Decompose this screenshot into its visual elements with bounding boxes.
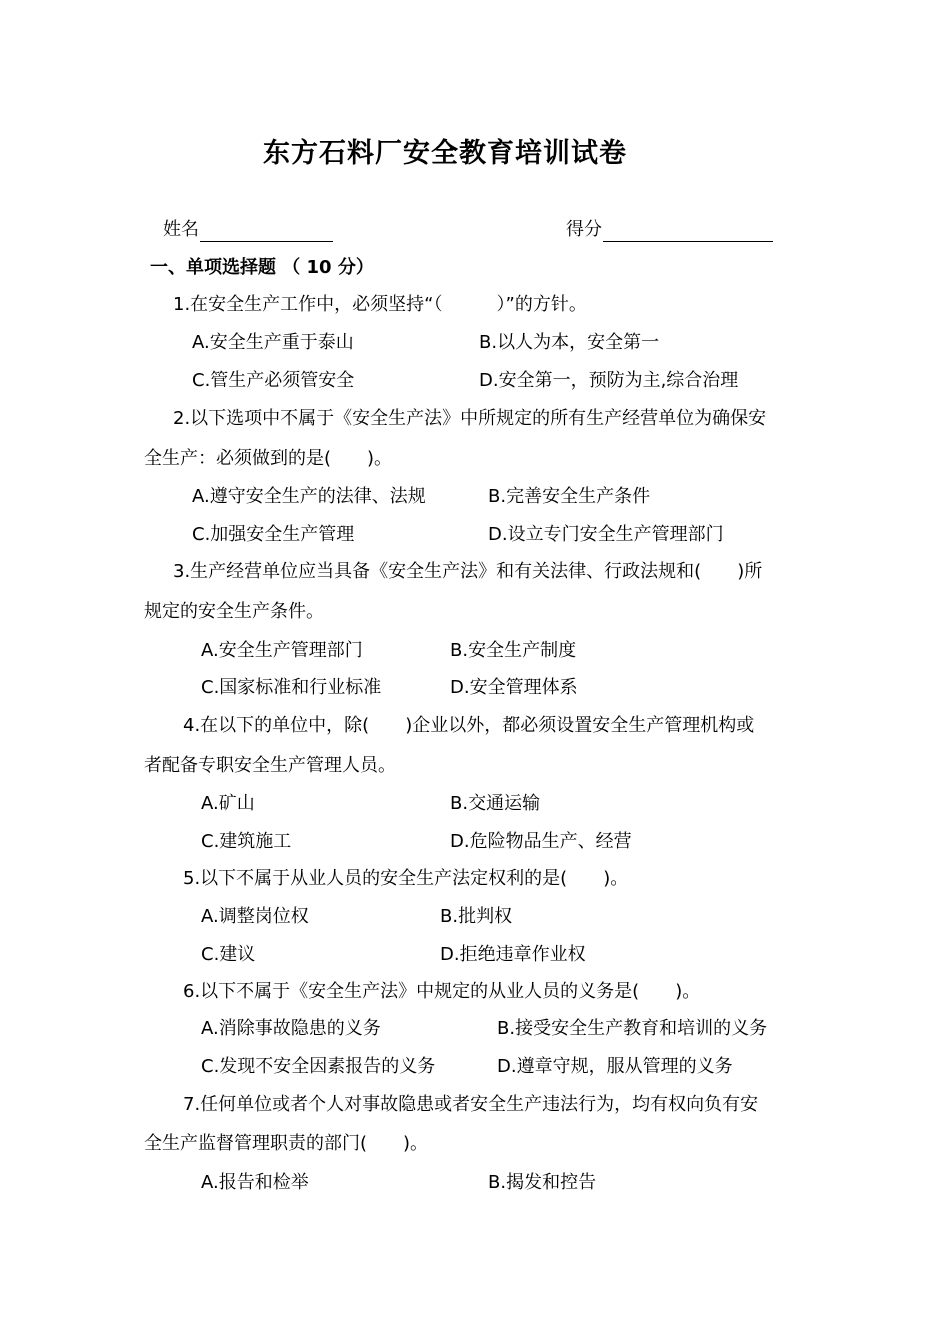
option-b: B.批判权 [440, 906, 513, 927]
option-c: C.建筑施工 [201, 831, 292, 852]
score-field [566, 218, 773, 242]
option-a: A.遵守安全生产的法律、法规 [192, 486, 426, 507]
score-blank[interactable] [603, 221, 773, 242]
option-d: D.危险物品生产、经营 [450, 831, 632, 852]
name-field [163, 218, 333, 242]
question-stem: 4.在以下的单位中，除( )企业以外，都必须设置安全生产管理机构或 [183, 715, 755, 736]
name-blank[interactable] [200, 221, 333, 242]
option-d: D.安全第一，预防为主,综合治理 [479, 370, 739, 391]
question-stem: 3.生产经营单位应当具备《安全生产法》和有关法律、行政法规和( )所 [173, 561, 763, 582]
option-a: A.矿山 [201, 793, 255, 814]
option-a: A.调整岗位权 [201, 906, 309, 927]
option-a: A.报告和检举 [201, 1172, 309, 1193]
option-c: C.管生产必须管安全 [192, 370, 355, 391]
option-a: A.安全生产管理部门 [201, 640, 363, 661]
option-c: C.发现不安全因素报告的义务 [201, 1056, 436, 1077]
question-stem-cont: 规定的安全生产条件。 [144, 601, 324, 622]
question-stem: 1.在安全生产工作中，必须坚持“（ ）”的方针。 [173, 294, 587, 315]
question-stem: 6.以下不属于《安全生产法》中规定的从业人员的义务是( )。 [183, 981, 701, 1002]
option-d: D.设立专门安全生产管理部门 [488, 524, 724, 545]
option-b: B.交通运输 [450, 793, 541, 814]
question-stem-cont: 者配备专职安全生产管理人员。 [144, 755, 396, 776]
section-heading: 一、单项选择题 （ 10 分） [150, 257, 374, 278]
option-c: C.国家标准和行业标准 [201, 677, 382, 698]
option-c: C.加强安全生产管理 [192, 524, 355, 545]
option-b: B.揭发和控告 [488, 1172, 597, 1193]
question-stem: 5.以下不属于从业人员的安全生产法定权利的是( )。 [183, 868, 629, 889]
question-stem-cont: 全生产：必须做到的是( )。 [144, 448, 393, 469]
option-d: D.安全管理体系 [450, 677, 578, 698]
option-b: B.接受安全生产教育和培训的义务 [497, 1018, 768, 1039]
option-a: A.安全生产重于泰山 [192, 332, 354, 353]
name-label: 姓名 [163, 219, 199, 240]
option-b: B.完善安全生产条件 [488, 486, 651, 507]
option-c: C.建议 [201, 944, 256, 965]
question-stem: 7.任何单位或者个人对事故隐患或者安全生产违法行为，均有权向负有安 [183, 1094, 759, 1115]
question-stem: 2.以下选项中不属于《安全生产法》中所规定的所有生产经营单位为确保安 [173, 408, 767, 429]
option-d: D.拒绝违章作业权 [440, 944, 586, 965]
score-label: 得分 [566, 219, 602, 240]
exam-title: 东方石料厂安全教育培训试卷 [263, 138, 627, 169]
option-d: D.遵章守规，服从管理的义务 [497, 1056, 733, 1077]
question-stem-cont: 全生产监督管理职责的部门( )。 [144, 1133, 429, 1154]
option-b: B.安全生产制度 [450, 640, 577, 661]
option-a: A.消除事故隐患的义务 [201, 1018, 381, 1039]
option-b: B.以人为本，安全第一 [479, 332, 660, 353]
